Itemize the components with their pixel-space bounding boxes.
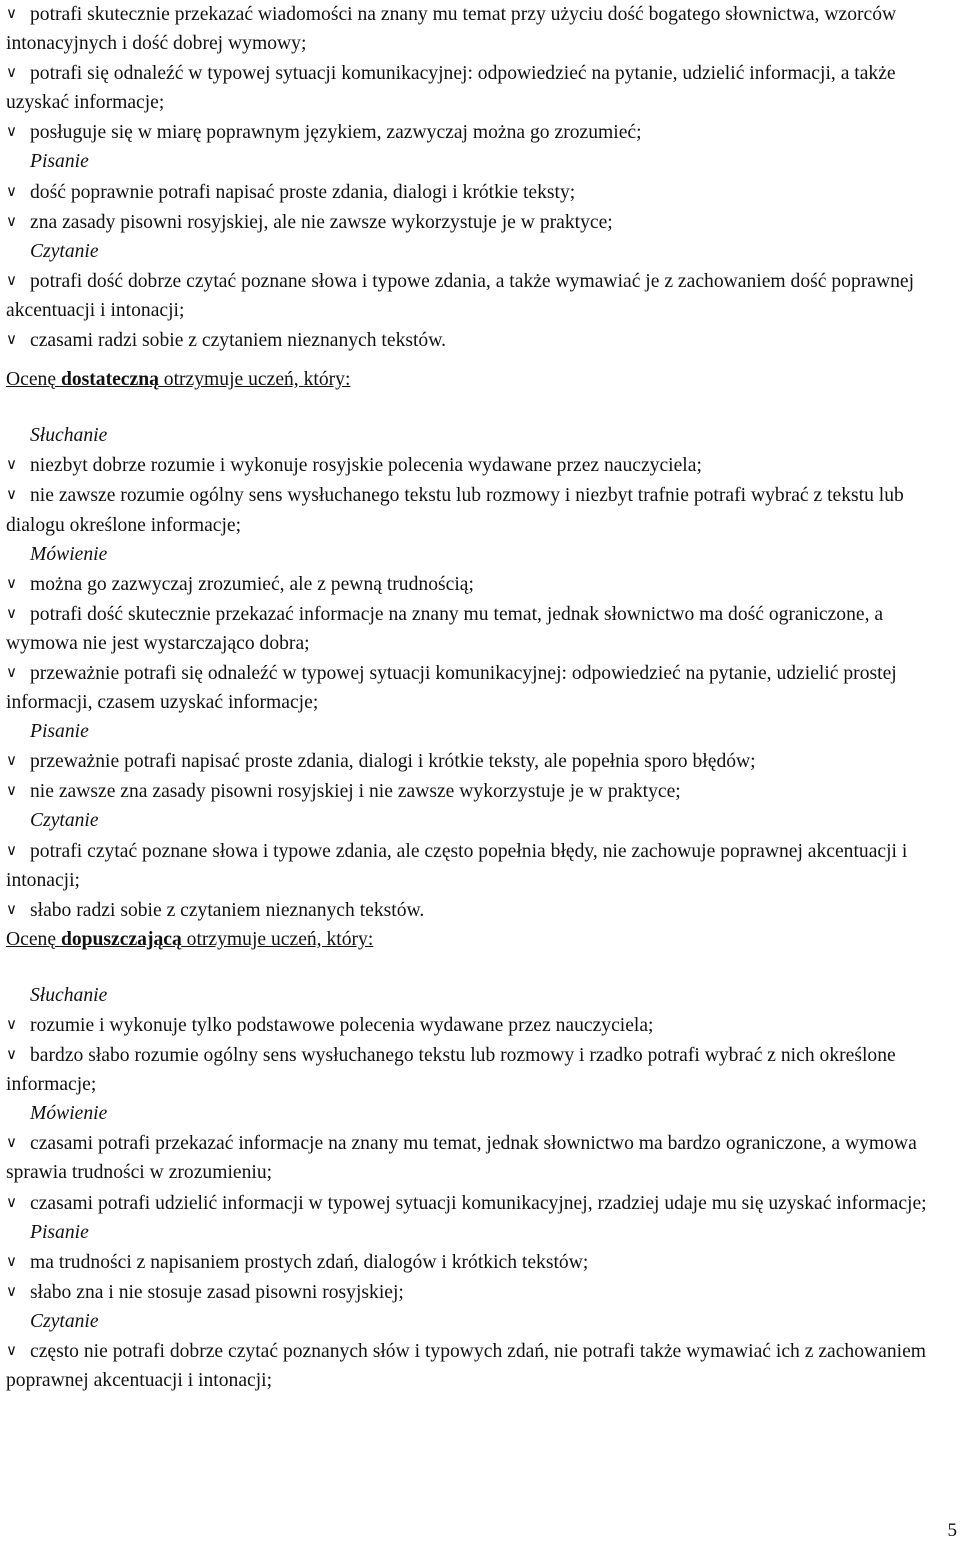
grade-heading-text xyxy=(6,929,373,950)
skill-subheading: Pisanie xyxy=(30,721,89,743)
bullet-icon: ∨ xyxy=(6,840,17,859)
list-item xyxy=(6,1247,956,1277)
list-item xyxy=(6,480,956,539)
grade-heading-part: Ocenę xyxy=(6,928,61,950)
list-item-text: czasami potrafi przekazać informacje na znany mu temat, jednak słownictwo ma bardzo ograniczone, a wymowa sprawia trudności w zrozumieniu; xyxy=(6,1133,917,1184)
list-item xyxy=(6,266,956,325)
grade-heading-part: otrzymuje uczeń, który: xyxy=(181,928,374,950)
list-item xyxy=(6,658,956,717)
list-item-text: ma trudności z napisaniem prostych zdań, dialogów i krótkich tekstów; xyxy=(30,1251,589,1273)
bullet-icon: ∨ xyxy=(6,1251,17,1270)
list-item xyxy=(6,599,956,658)
grade-heading xyxy=(6,365,956,394)
list-item xyxy=(6,1188,956,1218)
skill-subheading: Mówienie xyxy=(30,543,108,565)
page-number: 5 xyxy=(947,1520,957,1541)
list-item xyxy=(6,207,956,237)
list-item xyxy=(6,895,956,925)
list-item-text: często nie potrafi dobrze czytać poznanych słów i typowych zdań, nie potrafi także wymawiać ich z zachowaniem poprawnej akcentuacji i intonacji; xyxy=(6,1341,927,1392)
skill-subheading: Słuchanie xyxy=(30,425,108,447)
grade-heading-part: Ocenę xyxy=(6,369,61,391)
bullet-icon: ∨ xyxy=(6,1133,17,1152)
bullet-icon: ∨ xyxy=(6,1192,17,1211)
list-item xyxy=(6,1040,956,1099)
skill-subheading: Mówienie xyxy=(30,1103,108,1125)
list-item xyxy=(6,1010,956,1040)
bullet-icon: ∨ xyxy=(6,751,17,770)
list-item xyxy=(6,746,956,776)
bullet-icon: ∨ xyxy=(6,662,17,681)
bullet-icon: ∨ xyxy=(6,1015,17,1033)
list-item xyxy=(6,1277,956,1307)
bullet-icon: ∨ xyxy=(6,330,17,349)
bullet-icon: ∨ xyxy=(6,899,17,918)
list-item-text: potrafi się odnaleźć w typowej sytuacji komunikacyjnej: odpowiedzieć na pytanie, udzielić informacji, a także uzyskać informacje; xyxy=(6,63,896,114)
list-item-text: posługuje się w miarę poprawnym językiem, zazwyczaj można go zrozumieć; xyxy=(30,122,642,144)
list-item-text: słabo radzi sobie z czytaniem nieznanych tekstów. xyxy=(30,899,425,921)
list-item-text: przeważnie potrafi napisać proste zdania, dialogi i krótkie teksty, ale popełnia sporo błędów; xyxy=(30,751,756,773)
list-item xyxy=(6,569,956,599)
list-item-text: czasami potrafi udzielić informacji w typowej sytuacji komunikacyjnej, rzadziej udaje mu się uzyskać informacje; xyxy=(30,1192,927,1214)
list-item xyxy=(6,1128,956,1187)
list-item xyxy=(6,117,956,147)
list-item-text: nie zawsze rozumie ogólny sens wysłuchanego tekstu lub rozmowy i niezbyt trafnie potrafi wybrać z tekstu lub dialogu określone informacje; xyxy=(6,485,904,536)
list-item-text: potrafi dość dobrze czytać poznane słowa i typowe zdania, a także wymawiać je z zachowaniem dość poprawnej akcentuacji i intonacji; xyxy=(6,270,915,321)
list-item xyxy=(6,0,956,58)
bullet-icon: ∨ xyxy=(6,603,17,622)
list-item-text: bardzo słabo rozumie ogólny sens wysłuchanego tekstu lub rozmowy i rzadko potrafi wybrać z nich określone informacje; xyxy=(6,1045,896,1096)
list-item xyxy=(6,177,956,207)
skill-subheading: Pisanie xyxy=(30,1221,89,1243)
list-item xyxy=(6,450,956,480)
list-item xyxy=(6,325,956,355)
list-item-text: zna zasady pisowni rosyjskiej, ale nie zawsze wykorzystuje je w praktyce; xyxy=(30,211,613,233)
list-item-text: niezbyt dobrze rozumie i wykonuje rosyjskie polecenia wydawane przez nauczyciela; xyxy=(30,455,702,477)
bullet-icon: ∨ xyxy=(6,211,17,230)
grade-name: dopuszczającą xyxy=(60,928,182,950)
list-item-text: rozumie i wykonuje tylko podstawowe polecenia wydawane przez nauczyciela; xyxy=(30,1015,654,1036)
list-item-text: potrafi skutecznie przekazać wiadomości na znany mu temat przy użyciu dość bogatego słownictwa, wzorców intonacyjnych i dość dobrej wymowy; xyxy=(6,4,897,55)
list-item-text: można go zazwyczaj zrozumieć, ale z pewną trudnością; xyxy=(30,573,474,595)
skill-subheading: Słuchanie xyxy=(30,984,108,1006)
list-item xyxy=(6,836,956,895)
list-item-text: czasami radzi sobie z czytaniem nieznanych tekstów. xyxy=(30,330,447,352)
grade-heading-text xyxy=(6,369,350,390)
grade-name: dostateczną xyxy=(60,369,159,391)
list-item xyxy=(6,1336,956,1395)
list-item xyxy=(6,776,956,806)
skill-subheading: Czytanie xyxy=(30,240,99,262)
skill-subheading: Pisanie xyxy=(30,151,89,173)
list-item xyxy=(6,58,956,117)
list-item-text: potrafi dość skutecznie przekazać informacje na znany mu temat, jednak słownictwo ma dość ograniczone, a wymowa nie jest wystarczająco dobra; xyxy=(6,603,884,654)
grade-heading-part: otrzymuje uczeń, który: xyxy=(158,369,351,391)
skill-subheading: Czytanie xyxy=(30,1310,99,1332)
list-item-text: nie zawsze zna zasady pisowni rosyjskiej i nie zawsze wykorzystuje je w praktyce; xyxy=(30,781,681,803)
bullet-icon: ∨ xyxy=(6,4,17,22)
bullet-icon: ∨ xyxy=(6,270,17,289)
bullet-icon: ∨ xyxy=(6,1045,17,1064)
bullet-icon: ∨ xyxy=(6,573,17,592)
bullet-icon: ∨ xyxy=(6,63,17,82)
bullet-icon: ∨ xyxy=(6,122,17,141)
list-item-text: potrafi czytać poznane słowa i typowe zdania, ale często popełnia błędy, nie zachowuje poprawnej akcentuacji i intonacji; xyxy=(6,840,908,891)
list-item-text: dość poprawnie potrafi napisać proste zdania, dialogi i krótkie teksty; xyxy=(30,181,576,203)
bullet-icon: ∨ xyxy=(6,485,17,504)
bullet-icon: ∨ xyxy=(6,781,17,800)
skill-subheading: Czytanie xyxy=(30,810,99,832)
list-item-text: słabo zna i nie stosuje zasad pisowni rosyjskiej; xyxy=(30,1281,404,1303)
list-item-text: przeważnie potrafi się odnaleźć w typowej sytuacji komunikacyjnej: odpowiedzieć na pytanie, udzielić prostej informacji, czasem uzyskać informacje; xyxy=(6,662,897,714)
document-body xyxy=(6,0,956,1395)
bullet-icon: ∨ xyxy=(6,181,17,200)
bullet-icon: ∨ xyxy=(6,1341,17,1360)
bullet-icon: ∨ xyxy=(6,455,17,474)
bullet-icon: ∨ xyxy=(6,1281,17,1300)
grade-heading xyxy=(6,925,956,954)
